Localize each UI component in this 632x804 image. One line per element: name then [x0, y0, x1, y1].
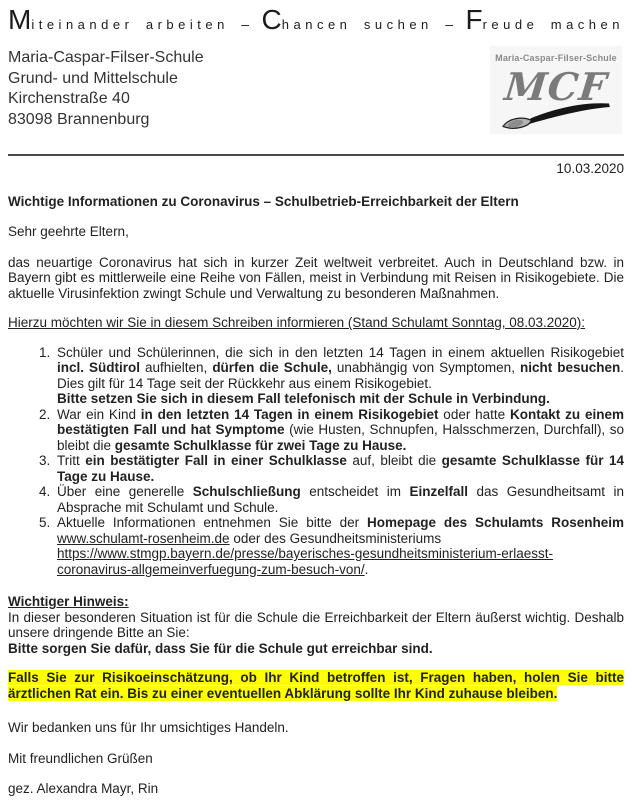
info-heading: Hierzu möchten wir Sie in diesem Schreiben informieren (Stand Schulamt Sonntag, 08.03.2020):: [8, 315, 586, 330]
thanks-line: Wir bedanken uns für Ihr umsichtiges Handeln.: [8, 720, 289, 735]
text-segment: Kontakt zu einem bestätigten Fall und hat Symptome: [57, 406, 624, 437]
text-segment: War ein Kind: [57, 406, 141, 422]
motto-word-text: hancen: [281, 17, 352, 32]
motto-initial: C: [261, 4, 282, 35]
motto-word: [364, 17, 433, 33]
motto-word: [262, 6, 352, 34]
logo-initials: MCF: [502, 63, 610, 109]
text-segment: Falls Sie zur Risikoeinschätzung, ob Ihr Kind betroffen ist, Fragen haben, holen Sie bitte ärztlichen Rat ein. Bis zu einer eventuellen Abklärung sollte Ihr Kind zuhause bleiben.: [8, 670, 624, 701]
motto-dash: [241, 17, 249, 33]
text-segment: Homepage des Schulamts Rosenheim: [367, 515, 624, 530]
sender-school-type: Grund- und Mittelschule: [8, 69, 178, 87]
text-segment: entscheidet im: [300, 484, 410, 499]
hyperlink[interactable]: www.schulamt-rosenheim.de: [57, 530, 230, 546]
header-divider: [8, 154, 624, 156]
sender-street: Kirchenstraße 40: [8, 90, 130, 107]
school-motto: [8, 0, 624, 35]
text-segment: oder des Gesundheitsministeriums: [229, 530, 442, 546]
text-segment: .: [364, 561, 369, 577]
sender-city: 83098 Brannenburg: [8, 110, 150, 128]
text-segment: Über eine generelle: [57, 484, 193, 499]
motto-word: [8, 6, 133, 34]
text-segment: Bitte setzen Sie sich in diesem Fall telefonisch mit der Schule in Verbindung.: [57, 391, 550, 406]
info-list-item: [54, 515, 624, 577]
letter-header: [8, 48, 624, 142]
text-segment: Einzelfall: [409, 484, 468, 499]
info-list-item: [54, 484, 624, 515]
info-list-item: [54, 345, 624, 407]
text-segment: Tritt: [57, 453, 86, 468]
motto-word: [551, 17, 624, 33]
text-segment: auf, bleibt die: [346, 453, 442, 468]
important-note-body: [8, 610, 624, 657]
motto-word-text: iteinander: [31, 17, 134, 32]
text-segment: das Gesundheitsamt in Absprache mit Schulamt und Schule.: [57, 484, 624, 515]
motto-word: [146, 17, 229, 33]
text-segment: unabhängig von Symptomen,: [331, 360, 520, 375]
text-segment: Schulschließung: [192, 484, 301, 499]
text-segment: aufhielten,: [140, 360, 213, 375]
text-segment: gesamte Schulklasse für 14 Tage zu Hause.: [57, 453, 624, 484]
motto-word-text: arbeiten: [145, 17, 229, 32]
text-segment: . Dies gilt für 14 Tage seit der Rückkehr aus einem Risikogebiet.: [57, 360, 624, 391]
text-segment: (wie Husten, Schnupfen, Halsschmerzen, Durchfall), so bleibt die: [57, 422, 625, 453]
text-segment: gesamte Schulklasse für zwei Tage zu Hause.: [114, 437, 407, 453]
motto-initial: M: [8, 4, 32, 35]
text-segment: oder hatte: [438, 406, 511, 422]
text-segment: Aktuelle Informationen entnehmen Sie bitte der: [57, 515, 367, 530]
text-segment: nicht besuchen: [519, 360, 621, 375]
text-segment: dürfen die Schule,: [212, 360, 332, 375]
important-note-heading: Wichtiger Hinweis:: [8, 594, 129, 609]
text-segment: Bitte sorgen Sie dafür, dass Sie für die Schule gut erreichbar sind.: [8, 640, 433, 656]
info-list-item: [54, 407, 624, 454]
motto-word-text: reude: [482, 17, 539, 32]
info-list: [8, 345, 624, 578]
motto-dash: [445, 17, 453, 33]
motto-initial: F: [465, 4, 483, 35]
text-segment: in den letzten 14 Tagen in einem Risikogebiet: [140, 406, 439, 422]
hyperlink[interactable]: https://www.stmgp.bayern.de/presse/bayerisches-gesundheitsministerium-erlaesst-: [57, 546, 553, 561]
motto-word-text: machen: [550, 17, 624, 32]
highlighted-warning: [8, 670, 624, 701]
school-logo: [490, 46, 622, 134]
text-segment: ein bestätigter Fall in einer Schulklasse: [85, 453, 347, 468]
hyperlink[interactable]: coronavirus-allgemeinverfuegung-zum-besuch-von/: [57, 561, 365, 577]
text-segment: incl. Südtirol: [57, 360, 140, 375]
signature-line: gez. Alexandra Mayr, Rin: [8, 781, 159, 796]
motto-word-text: –: [445, 16, 454, 32]
closing-line: Mit freundlichen Grüßen: [8, 750, 153, 766]
motto-word-text: suchen: [363, 17, 433, 32]
salutation: Sehr geehrte Eltern,: [8, 224, 129, 239]
info-list-item: [54, 453, 624, 484]
subject-line: Wichtige Informationen zu Coronavirus – Schulbetrieb-Erreichbarkeit der Eltern: [8, 193, 519, 209]
text-segment: Schüler und Schülerinnen, die sich in den letzten 14 Tagen in einem aktuellen Risikogebiet: [57, 344, 624, 360]
text-segment: In dieser besonderen Situation ist für die Schule die Erreichbarkeit der Eltern äußerst wichtig. Deshalb unsere dringende Bitte an Sie:: [8, 609, 624, 640]
logo-school-name: Maria-Caspar-Filser-Schule: [495, 53, 617, 63]
motto-word: [465, 6, 538, 34]
intro-paragraph: das neuartige Coronavirus hat sich in kurzer Zeit weltweit verbreitet. Auch in Deutschland bzw. in Bayern gibt es mittlerweile eine Reihe von Fällen, meist in Verbindung mit Reisen in Risikogebiete. Die aktuelle Virusinfektion zwingt Schule und Verwaltung zu besonderen Maßnahmen.: [8, 254, 624, 301]
sender-school-name: Maria-Caspar-Filser-Schule: [8, 49, 204, 66]
motto-word-text: –: [241, 16, 250, 32]
letter-date: 10.03.2020: [556, 161, 624, 176]
